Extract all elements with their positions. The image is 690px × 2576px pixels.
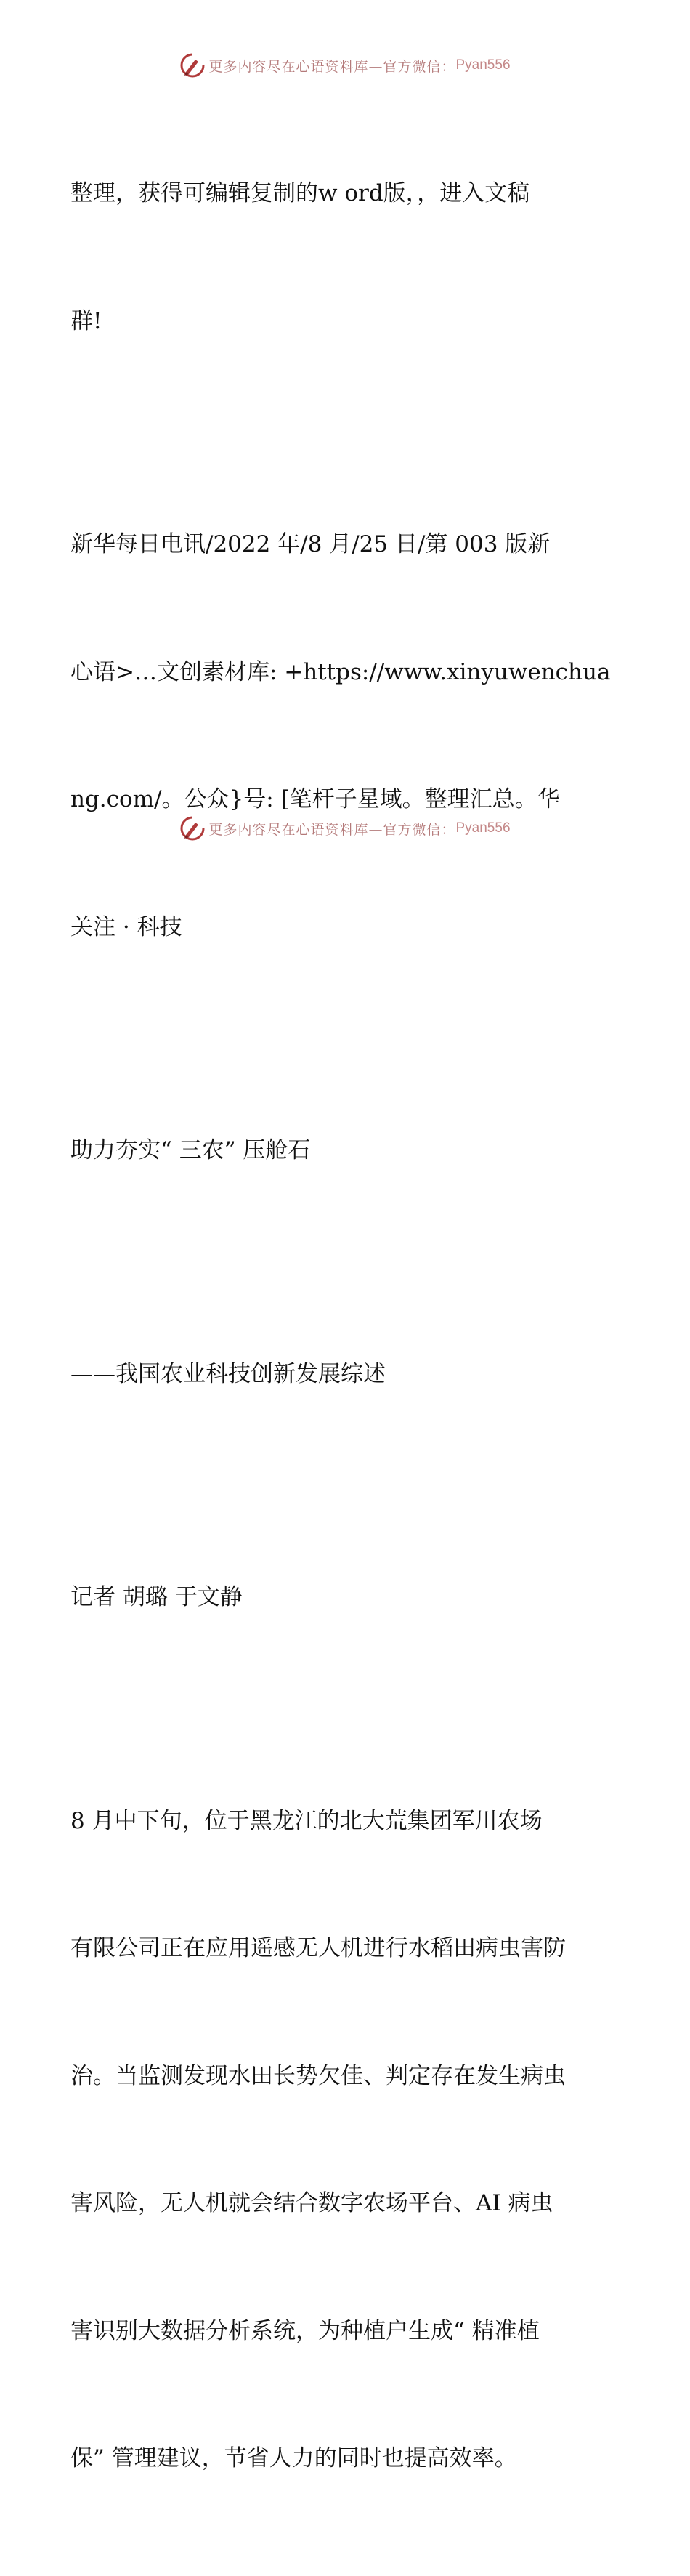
byline-line: 记者 胡璐 于文静 — [70, 1584, 243, 1610]
text-line: 群! — [70, 307, 102, 334]
text-line: ng.com/。公众}号: [笔杆子星域。整理汇总。华 — [70, 786, 560, 812]
paragraph-intro — [70, 87, 619, 427]
text-line: 害风险，无人机就会结合数字农场平台、AI 病虫 — [70, 2190, 553, 2216]
text-line: 害识别大数据分析系统，为种植户生成“ 精准植 — [70, 2317, 540, 2344]
pen-logo-icon — [179, 815, 206, 841]
title-line: 助力夯实“ 三农” 压舱石 — [70, 1137, 311, 1163]
subtitle-line: ——我国农业科技创新发展综述 — [70, 1360, 386, 1387]
article-title — [70, 1044, 619, 1257]
article-byline — [70, 1491, 619, 1704]
footer-watermark-banner — [0, 812, 690, 844]
banner-wechat-id: Pyan556 — [455, 820, 511, 836]
paragraph-source — [70, 438, 619, 1033]
paragraph-body — [70, 1715, 619, 2565]
text-line: 心语>…文创素材库: +https://www.xinyuwenchua — [70, 658, 611, 685]
text-line: 整理，获得可编辑复制的w ord版，，进入文稿 — [70, 180, 530, 206]
text-line: 保” 管理建议，节省人力的同时也提高效率。 — [70, 2445, 517, 2471]
text-line: 有限公司正在应用遥感无人机进行水稻田病虫害防 — [70, 1935, 566, 1961]
text-line: 8 月中下旬，位于黑龙江的北大荒集团军川农场 — [70, 1807, 543, 1834]
text-line: 治。当监测发现水田长势欠佳、判定存在发生病虫 — [70, 2062, 566, 2089]
header-watermark-banner — [0, 49, 690, 81]
banner-text: 更多内容尽在心语资料库—官方微信： — [208, 58, 456, 75]
pen-logo-icon — [179, 52, 206, 78]
article-subtitle — [70, 1268, 619, 1481]
text-line: 新华每日电讯/2022 年/8 月/25 日/第 003 版新 — [70, 531, 551, 557]
banner-text: 更多内容尽在心语资料库—官方微信： — [208, 821, 456, 838]
document-body — [70, 87, 619, 2576]
text-line: 关注 · 科技 — [70, 913, 182, 940]
banner-wechat-id: Pyan556 — [455, 57, 511, 73]
